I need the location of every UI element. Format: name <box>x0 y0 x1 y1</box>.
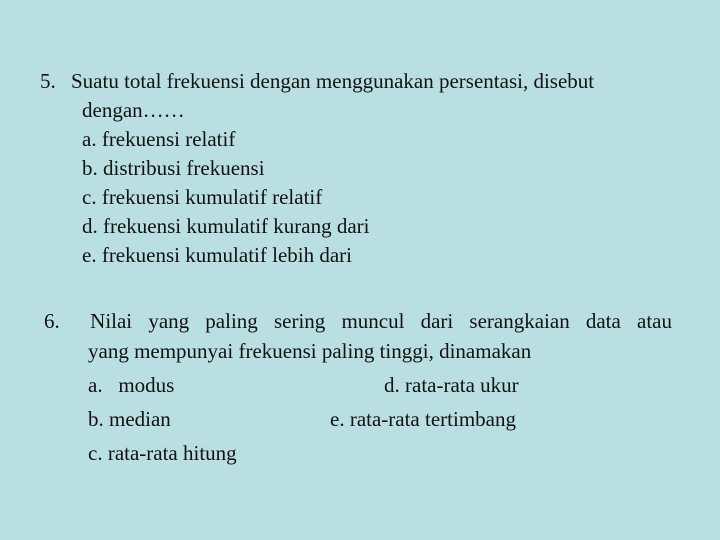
question-6-number: 6. <box>44 309 60 333</box>
question-6-options <box>44 368 672 470</box>
stem-word: atau <box>637 309 672 333</box>
stem-word: sering <box>273 309 326 333</box>
question-5 <box>40 67 680 270</box>
stem-word: serangkaian <box>469 309 570 333</box>
question-6-option-d: d. rata-rata ukur <box>384 373 519 397</box>
question-6-option-e: e. rata-rata tertimbang <box>330 407 516 431</box>
question-6 <box>44 306 672 470</box>
question-5-stem-line1 <box>40 67 680 96</box>
stem-word: Nilai <box>90 309 133 333</box>
question-6-option-a: a. modus <box>88 373 175 397</box>
question-5-option-c: c. frekuensi kumulatif relatif <box>82 185 323 209</box>
stem-word: yang <box>148 309 190 333</box>
question-6-stem-line1 <box>44 306 672 336</box>
options-row-1 <box>44 368 672 402</box>
question-5-stem-text: Suatu total frekuensi dengan menggunakan persentasi, disebut <box>71 69 595 93</box>
question-5-option-e: e. frekuensi kumulatif lebih dari <box>82 243 352 267</box>
stem-word: muncul <box>341 309 405 333</box>
stem-word: data <box>585 309 621 333</box>
question-6-option-c: c. rata-rata hitung <box>88 441 237 465</box>
question-6-stem-line2: yang mempunyai frekuensi paling tinggi, dinamakan <box>88 339 532 363</box>
question-6-option-b: b. median <box>88 407 171 431</box>
question-5-option-d: d. frekuensi kumulatif kurang dari <box>82 214 370 238</box>
question-5-number: 5. <box>40 69 56 93</box>
stem-word: paling <box>205 309 258 333</box>
options-row-3 <box>44 436 672 470</box>
question-5-option-a: a. frekuensi relatif <box>82 127 236 151</box>
stem-word: dari <box>420 309 454 333</box>
question-5-option-b: b. distribusi frekuensi <box>82 156 265 180</box>
question-5-stem-line2: dengan…… <box>82 98 185 122</box>
options-row-2 <box>44 402 672 436</box>
